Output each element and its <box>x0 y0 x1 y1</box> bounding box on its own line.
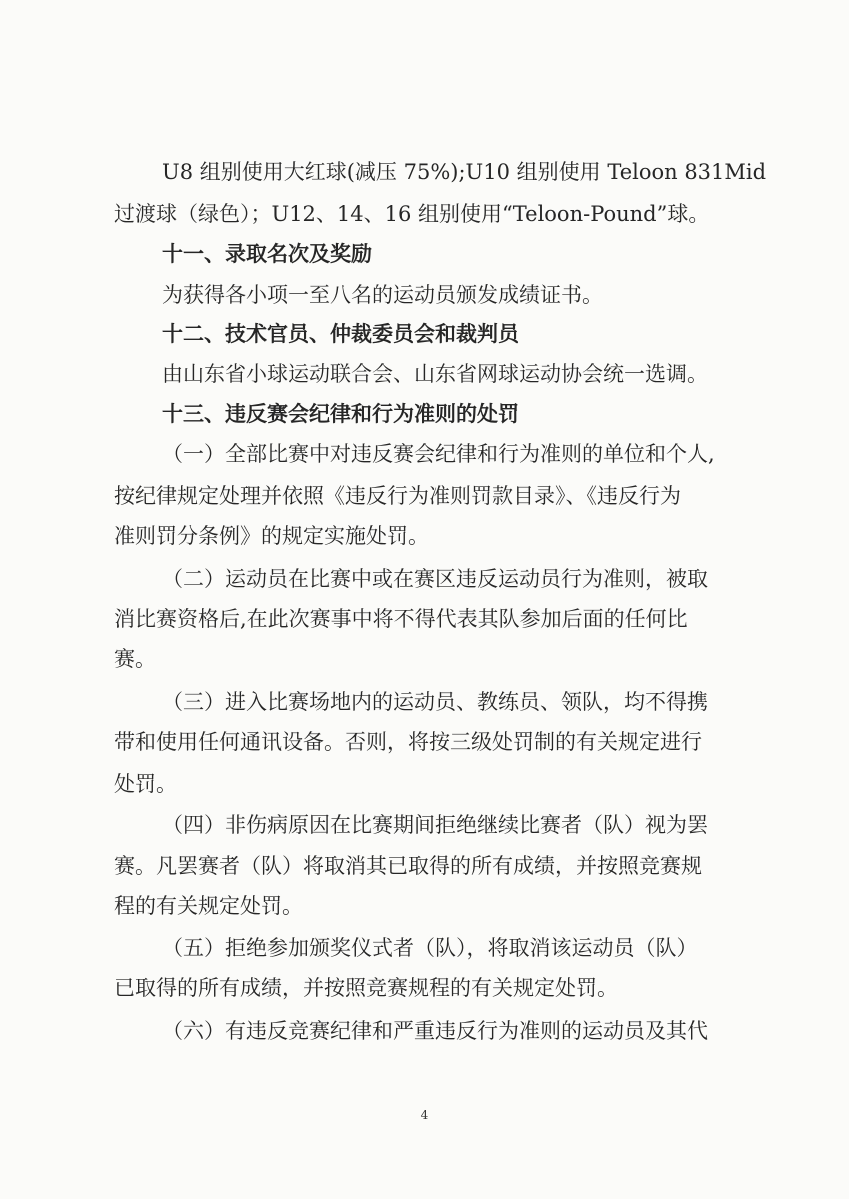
para-10-line-0: （五）拒绝参加颁奖仪式者（队），将取消该运动员（队） <box>162 936 698 960</box>
para-6-line-2: 准则罚分条例》的规定实施处罚。 <box>114 524 429 548</box>
para-11-line-0: （六）有违反竞赛纪律和严重违反行为准则的运动员及其代 <box>162 1019 708 1043</box>
para-2-line-0: 为获得各小项一至八名的运动员颁发成绩证书。 <box>162 283 603 307</box>
section-heading-12: 十二、技术官员、仲裁委员会和裁判员 <box>162 322 519 346</box>
para-4-line-0: 由山东省小球运动联合会、山东省网球运动协会统一选调。 <box>162 362 708 386</box>
para-8-line-2: 处罚。 <box>114 772 177 796</box>
page-number: 4 <box>420 1108 429 1122</box>
para-7-line-0: （二）运动员在比赛中或在赛区违反运动员行为准则，被取 <box>162 567 708 591</box>
para-7-line-1: 消比赛资格后,在此次赛事中将不得代表其队参加后面的任何比 <box>114 607 688 631</box>
para-9-line-1: 赛。凡罢赛者（队）将取消其已取得的所有成绩，并按照竞赛规 <box>114 854 702 878</box>
para-9-line-0: （四）非伤病原因在比赛期间拒绝继续比赛者（队）视为罢 <box>162 813 708 837</box>
para-6-line-0: （一）全部比赛中对违反赛会纪律和行为准则的单位和个人, <box>162 442 715 466</box>
para-8-line-0: （三）进入比赛场地内的运动员、教练员、领队，均不得携 <box>162 690 708 714</box>
para-8-line-1: 带和使用任何通讯设备。否则，将按三级处罚制的有关规定进行 <box>114 730 702 754</box>
para-0-line-0: U8 组别使用大红球(减压 75%);U10 组别使用 Teloon 831Mid <box>162 160 767 184</box>
para-10-line-1: 已取得的所有成绩，并按照竞赛规程的有关规定处罚。 <box>114 976 618 1000</box>
para-7-line-2: 赛。 <box>114 647 156 671</box>
para-9-line-2: 程的有关规定处罚。 <box>114 894 303 918</box>
section-heading-13: 十三、违反赛会纪律和行为准则的处罚 <box>162 402 519 426</box>
section-heading-11: 十一、录取名次及奖励 <box>162 242 372 266</box>
para-0-line-1: 过渡球（绿色）；U12、14、16 组别使用“Teloon-Pound”球。 <box>114 202 710 226</box>
para-6-line-1: 按纪律规定处理并依照《违反行为准则罚款目录》、《违反行为 <box>114 484 681 508</box>
